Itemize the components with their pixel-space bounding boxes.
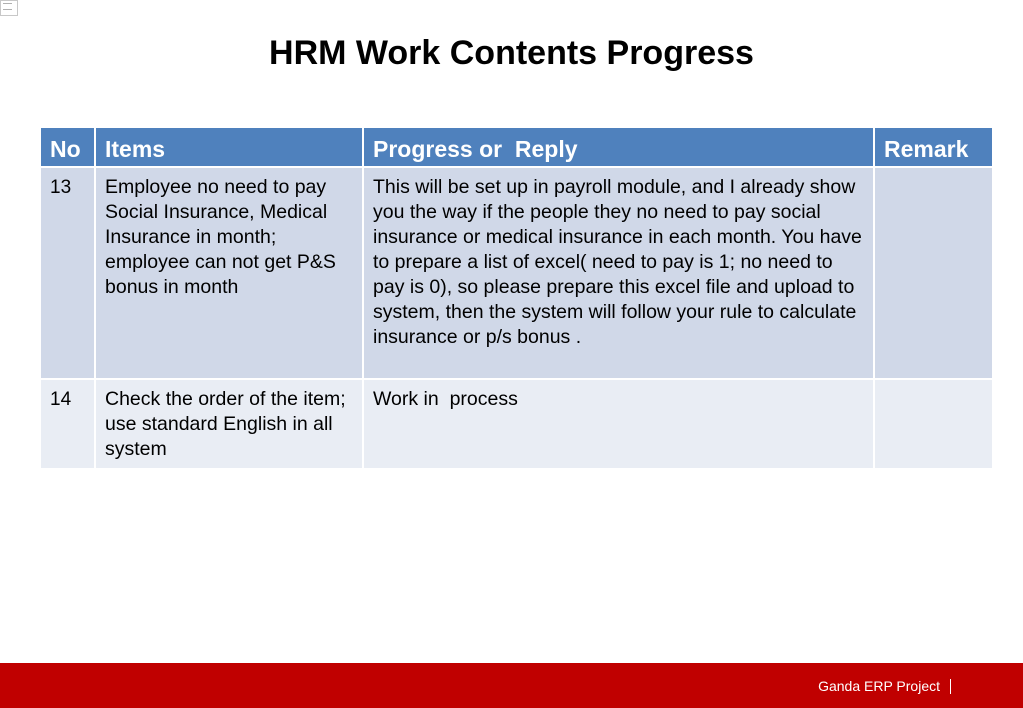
table-row (40, 379, 993, 469)
progress-table (39, 126, 994, 470)
cell-no: 14 (40, 379, 95, 469)
footer-bar (0, 663, 1023, 708)
cell-remark (874, 167, 993, 379)
header-no: No (40, 127, 95, 167)
header-remark: Remark (874, 127, 993, 167)
table-header-row (40, 127, 993, 167)
footer-project-name: Ganda ERP Project (818, 679, 951, 694)
cell-progress: This will be set up in payroll module, and I already show you the way if the people they no need to pay social insurance or medical insurance in each month. You have to prepare a list of excel( need to pay is 1; no need to pay is 0), so please prepare this excel file and upload to system, then the system will follow your rule to calculate insurance or p/s bonus . (363, 167, 874, 379)
slide-thumbnail-icon (0, 0, 18, 16)
cell-items: Employee no need to pay Social Insurance, Medical Insurance in month; employee can not get P&S bonus in month (95, 167, 363, 379)
table-row (40, 167, 993, 379)
slide-title: HRM Work Contents Progress (269, 34, 754, 72)
cell-items: Check the order of the item; use standard English in all system (95, 379, 363, 469)
cell-no: 13 (40, 167, 95, 379)
cell-progress: Work in process (363, 379, 874, 469)
header-progress: Progress or Reply (363, 127, 874, 167)
cell-remark (874, 379, 993, 469)
header-items: Items (95, 127, 363, 167)
